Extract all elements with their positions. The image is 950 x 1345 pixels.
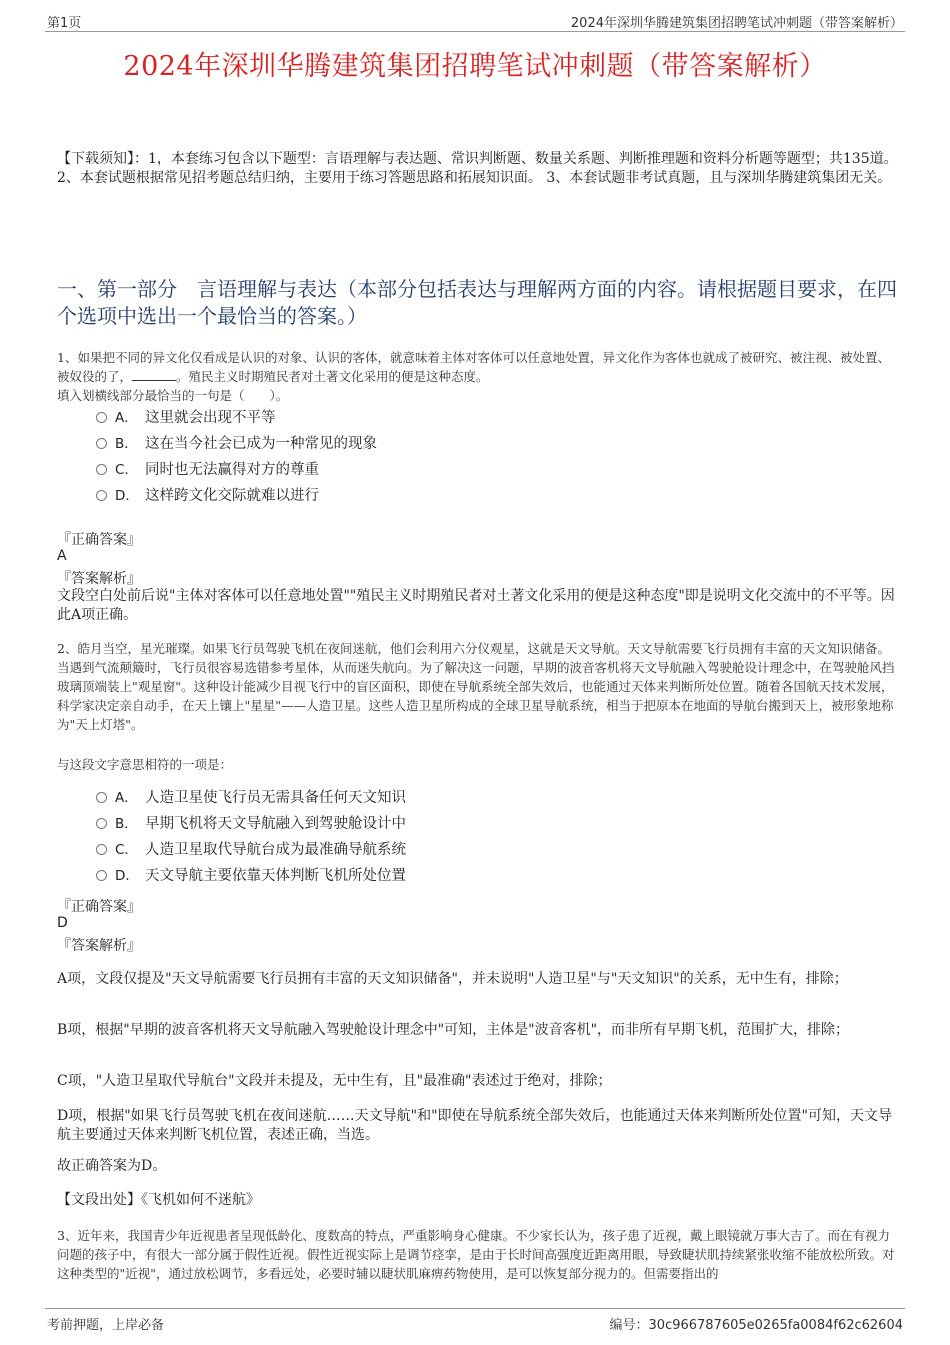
header-divider (45, 31, 905, 32)
q2-option-d[interactable] (96, 865, 406, 887)
section-heading: 一、第一部分 言语理解与表达（本部分包括表达与理解两方面的内容。请根据题目要求，在四个选项中选出一个最恰当的答案。） (57, 277, 897, 328)
q2-answer-label: 『正确答案』 (57, 899, 141, 915)
question-2-stem: 2、皓月当空，星光璀璨。如果飞行员驾驶飞机在夜间迷航，他们会利用六分仪观星，这就是天文导航。天文导航需要飞行员拥有丰富的天文知识储备。当遇到气流颠簸时，飞行员很容易选错参考星体，从而迷失航向。为了解决这一问题，早期的波音客机将天文导航融入驾驶舱设计理念中，在驾驶舱风挡玻璃顶端装上"观星窗"。这种设计能减少目视飞行中的盲区面积，即使在导航系统全部失效后，也能通过天体来判断所处位置。随着各国航天技术发展，科学家决定亲自动手，在天上镶上"星星"——人造卫星。这些人造卫星所构成的全球卫星导航系统，相当于把原本在地面的导航台搬到天上，被形象地称为"天上灯塔"。 (57, 641, 895, 732)
option-text: 天文导航主要依靠天体判断飞机所处位置 (145, 868, 406, 884)
q1-option-b[interactable] (96, 433, 377, 455)
radio-icon[interactable] (96, 870, 107, 881)
fill-blank (132, 368, 176, 381)
question-1-prompt: 填入划横线部分最恰当的一句是（ ）。 (57, 388, 289, 403)
option-text: 人造卫星使飞行员无需具备任何天文知识 (145, 790, 406, 806)
q2-option-b[interactable] (96, 813, 406, 835)
q1-option-d[interactable] (96, 485, 319, 507)
option-letter: B． (115, 436, 138, 452)
option-letter: A． (115, 410, 138, 426)
option-letter: B． (115, 816, 138, 832)
radio-icon[interactable] (96, 792, 107, 803)
footer-doc-id: 编号：30c966787605e0265fa0084f62c62604 (609, 1318, 903, 1333)
radio-icon[interactable] (96, 464, 107, 475)
q1-answer: A (57, 548, 67, 564)
option-text: 同时也无法赢得对方的尊重 (145, 462, 319, 478)
radio-icon[interactable] (96, 818, 107, 829)
question-1-stem-after: 。殖民主义时期殖民者对土著文化采用的便是这种态度。 (176, 369, 489, 384)
option-text: 这样跨文化交际就难以进行 (145, 488, 319, 504)
option-text: 人造卫星取代导航台成为最准确导航系统 (145, 842, 406, 858)
q2-answer: D (57, 915, 68, 931)
option-text: 这在当今社会已成为一种常见的现象 (145, 436, 377, 452)
question-1-stem (57, 348, 898, 386)
footer-slogan: 考前押题，上岸必备 (47, 1318, 165, 1333)
q2-analysis-b: B项，根据"早期的波音客机将天文导航融入驾驶舱设计理念中"可知，主体是"波音客机"，而非所有早期飞机，范围扩大，排除； (57, 1022, 850, 1038)
q1-analysis: 文段空白处前后说"主体对客体可以任意地处置""殖民主义时期殖民者对土著文化采用的便是这种态度"即是说明文化交流中的不平等。因此A项正确。 (57, 588, 895, 623)
q1-answer-label: 『正确答案』 (57, 532, 141, 548)
option-letter: A． (115, 790, 138, 806)
download-notice: 【下载须知】：1，本套练习包含以下题型：言语理解与表达题、常识判断题、数量关系题、判断推理题和资料分析题等题型；共135道。 2、本套试题根据常见招考题总结归纳，主要用于练习答题思路和拓展知识面。 3、本套试题非考试真题，且与深圳华腾建筑集团无关。 (57, 151, 898, 186)
q2-option-a[interactable] (96, 787, 406, 809)
option-letter: C． (115, 842, 138, 858)
q2-analysis-a: A项，文段仅提及"天文导航需要飞行员拥有丰富的天文知识储备"，并未说明"人造卫星"与"天文知识"的关系，无中生有，排除； (57, 971, 848, 987)
option-text: 这里就会出现不平等 (145, 410, 276, 426)
q1-analysis-label: 『答案解析』 (57, 571, 141, 587)
q2-analysis-d: D项，根据"如果飞行员驾驶飞机在夜间迷航……天文导航"和"即使在导航系统全部失效后，也能通过天体来判断所处位置"可知，天文导航主要通过天体来判断飞机位置，表述正确，当选。 (57, 1108, 892, 1143)
question-2-prompt: 与这段文字意思相符的一项是： (57, 757, 233, 772)
radio-icon[interactable] (96, 438, 107, 449)
option-letter: D． (115, 868, 139, 884)
radio-icon[interactable] (96, 844, 107, 855)
question-1-stem-before: 1、如果把不同的异文化仅看成是认识的对象、认识的客体，就意味着主体对客体可以任意地处置，异文化作为客体也就成了被研究、被注视、被处置、被奴役的了， (57, 350, 890, 384)
q2-conclusion: 故正确答案为D。 (57, 1158, 167, 1174)
q2-analysis-c: C项，"人造卫星取代导航台"文段并未提及，无中生有，且"最准确"表述过于绝对，排除； (57, 1073, 612, 1089)
radio-icon[interactable] (96, 490, 107, 501)
radio-icon[interactable] (96, 412, 107, 423)
q1-option-c[interactable] (96, 459, 319, 481)
question-3-stem: 3、近年来，我国青少年近视患者呈现低龄化、度数高的特点，严重影响身心健康。不少家长认为，孩子患了近视，戴上眼镜就万事大吉了。而在有视力问题的孩子中，有很大一部分属于假性近视。假性近视实际上是调节痉挛，是由于长时间高强度近距离用眼，导致睫状肌持续紧张收缩不能放松所致。对这种类型的"近视"，通过放松调节，多看远处，必要时辅以睫状肌麻痹药物使用，是可以恢复部分视力的。但需要指出的 (57, 1228, 895, 1281)
option-letter: C． (115, 462, 138, 478)
header-doc-title: 2024年深圳华腾建筑集团招聘笔试冲刺题（带答案解析） (570, 16, 903, 31)
q2-option-c[interactable] (96, 839, 406, 861)
option-letter: D． (115, 488, 139, 504)
q2-analysis-label: 『答案解析』 (57, 938, 141, 954)
q2-source: 【文段出处】《飞机如何不迷航》 (57, 1192, 260, 1208)
page-number: 第1页 (47, 16, 82, 31)
q1-option-a[interactable] (96, 407, 276, 429)
option-text: 早期飞机将天文导航融入到驾驶舱设计中 (145, 816, 406, 832)
document-title: 2024年深圳华腾建筑集团招聘笔试冲刺题（带答案解析） (123, 51, 827, 82)
footer-divider (45, 1308, 905, 1309)
